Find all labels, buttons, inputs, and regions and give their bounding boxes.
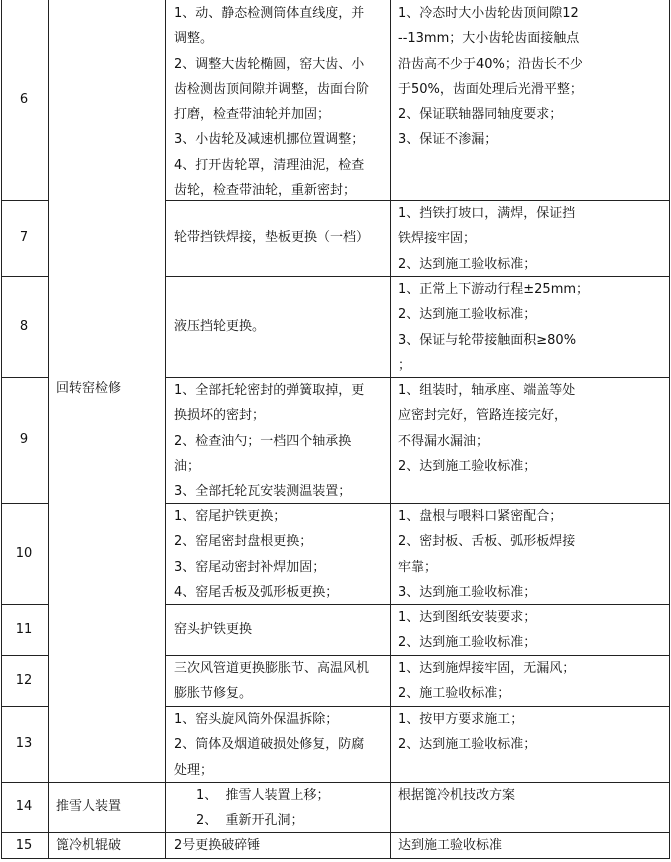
standard-line: 3、保证不渗漏； [398, 132, 498, 148]
row-number: 12 [15, 672, 33, 688]
row-number: 11 [15, 621, 33, 637]
standard-line: 2、达到施工验收标准； [398, 635, 537, 651]
standard-line: 1、组装时，轴承座、端盖等处 [398, 383, 576, 398]
task-line: 2、检查油勺；一档四个轴承换 [174, 433, 352, 449]
standard-line: 1、冷态时大小齿轮齿顶间隙12 [398, 6, 579, 21]
grid-line [165, 604, 670, 605]
row-number: 15 [15, 837, 33, 853]
task-line: 齿检测齿顶间隙并调整，齿面台阶 [174, 81, 370, 97]
standard-line: 应密封完好，管路连接完好， [398, 408, 568, 424]
standard-line: 沿齿高不少于40%；沿齿长不少 [398, 56, 583, 72]
task-line: 3、窑尾动密封补焊加固； [174, 559, 326, 575]
row-number: 7 [19, 230, 29, 246]
grid-line [1, 604, 48, 605]
task-cell [174, 276, 390, 377]
standard-line: 2、达到施工验收标准； [398, 737, 537, 753]
standard-line: 2、保证联轴器同轴度要求； [398, 107, 563, 123]
row-number: 14 [15, 799, 33, 815]
standard-line: 铁焊接牢固； [398, 231, 477, 247]
task-line: 液压挡轮更换。 [174, 318, 266, 334]
standard-line: 1、正常上下游动行程±25mm； [398, 282, 590, 297]
task-line: 2、 重新开孔洞； [196, 813, 304, 829]
standard-line: 1、达到施焊接牢固，无漏风； [398, 661, 576, 676]
standard-cell [398, 605, 666, 656]
task-cell [196, 783, 390, 834]
category-cell [56, 832, 166, 859]
grid-line [1, 503, 48, 504]
row-number: 10 [15, 545, 33, 561]
task-cell [174, 504, 390, 605]
standard-line: 3、达到施工验收标准； [398, 584, 537, 600]
category-cell [56, 782, 166, 832]
task-line: 3、全部托轮瓦安装测温装置； [174, 484, 352, 500]
row-number: 8 [19, 318, 29, 334]
standard-cell [398, 201, 666, 277]
standard-line: 于50%，齿面处理后光滑平整； [398, 81, 583, 97]
task-line: 4、打开齿轮罩，清理油泥，检查 [174, 157, 365, 173]
grid-line [1, 377, 48, 378]
grid-line [669, 0, 670, 859]
grid-line [48, 0, 49, 859]
grid-line [165, 655, 670, 656]
task-cell [174, 707, 390, 783]
task-cell [174, 1, 390, 203]
grid-line [1, 0, 2, 859]
standard-line: 2、密封板、舌板、弧形板焊接 [398, 534, 576, 550]
row-number: 9 [19, 432, 29, 448]
task-line: 轮带挡铁焊接，垫板更换（一档） [174, 230, 370, 246]
task-line: 调整。 [174, 31, 214, 47]
task-line: 膨胀节修复。 [174, 686, 253, 702]
category-label: 推雪人装置 [56, 799, 122, 815]
standard-line: 2、达到施工验收标准； [398, 307, 537, 323]
task-line: 2、调整大齿轮椭圆，窑大齿、小 [174, 56, 365, 72]
task-line: 打磨，检查带油轮并加固； [174, 107, 331, 123]
grid-line [165, 706, 670, 707]
standard-line: 2、施工验收标准； [398, 686, 511, 702]
task-line: 2号更换破碎锤 [174, 837, 261, 853]
task-line: 窑头护铁更换 [174, 621, 253, 637]
standard-line: 1、达到图纸安装要求； [398, 610, 537, 625]
task-line: 1、全部托轮密封的弹簧取掉，更 [174, 383, 365, 398]
category-cell: 回转窑检修 [56, 381, 122, 396]
standard-line: 1、盘根与喂料口紧密配合； [398, 509, 563, 524]
standard-cell [398, 707, 666, 758]
grid-line [165, 0, 166, 859]
standard-cell [398, 783, 666, 808]
grid-line [1, 655, 48, 656]
standard-cell [398, 504, 666, 605]
standard-line: 不得漏水漏油； [398, 433, 490, 449]
standard-cell [398, 1, 666, 153]
grid-line [1, 782, 670, 783]
grid-line [165, 276, 670, 277]
task-line: 1、动、静态检测筒体直线度，并 [174, 6, 365, 21]
grid-line [165, 200, 670, 201]
task-line: 3、小齿轮及减速机挪位置调整； [174, 132, 365, 148]
standard-line: 3、保证与轮带接触面积≥80% [398, 332, 577, 348]
standard-line: 根据篦冷机技改方案 [398, 788, 516, 803]
grid-line [1, 200, 48, 201]
standard-cell [398, 656, 666, 707]
grid-line [1, 276, 48, 277]
task-cell [174, 832, 390, 859]
standard-line: ； [398, 357, 412, 373]
task-line: 油； [174, 458, 201, 474]
standard-line: 2、达到施工验收标准； [398, 458, 537, 474]
standard-line: 牢靠； [398, 559, 438, 575]
row-number: 6 [19, 92, 29, 108]
task-line: 三次风管道更换膨胀节、高温风机 [174, 661, 370, 676]
task-cell [174, 656, 390, 707]
task-line: 1、窑头旋风筒外保温拆除； [174, 712, 339, 727]
task-line: 1、窑尾护铁更换； [174, 509, 287, 524]
grid-line [1, 858, 670, 859]
task-line: 处理； [174, 762, 214, 778]
row-number: 13 [15, 736, 33, 752]
grid-line [165, 377, 670, 378]
task-cell [174, 604, 390, 655]
standard-line: 1、按甲方要求施工； [398, 712, 524, 727]
standard-line: 达到施工验收标准 [398, 837, 503, 853]
task-line: 2、筒体及烟道破损处修复，防腐 [174, 737, 365, 753]
task-line: 齿轮，检查带油轮，重新密封； [174, 183, 357, 199]
standard-line: 2、达到施工验收标准； [398, 256, 537, 272]
grid-line [390, 0, 391, 859]
standard-cell [398, 378, 666, 479]
category-label: 篦冷机辊破 [56, 837, 122, 853]
grid-line [1, 706, 48, 707]
grid-line [1, 832, 670, 833]
task-cell [174, 200, 390, 276]
standard-cell [398, 832, 666, 859]
task-line: 换损坏的密封； [174, 408, 266, 424]
task-line: 1、 推雪人装置上移； [196, 788, 330, 803]
task-line: 2、窑尾密封盘根更换； [174, 534, 313, 550]
standard-cell [398, 277, 666, 378]
standard-line: --13mm；大小齿轮齿面接触点 [398, 31, 580, 47]
task-cell [174, 378, 390, 504]
grid-line [165, 503, 670, 504]
standard-line: 1、挡铁打坡口，满焊，保证挡 [398, 206, 576, 221]
task-line: 4、窑尾舌板及弧形板更换； [174, 584, 339, 600]
